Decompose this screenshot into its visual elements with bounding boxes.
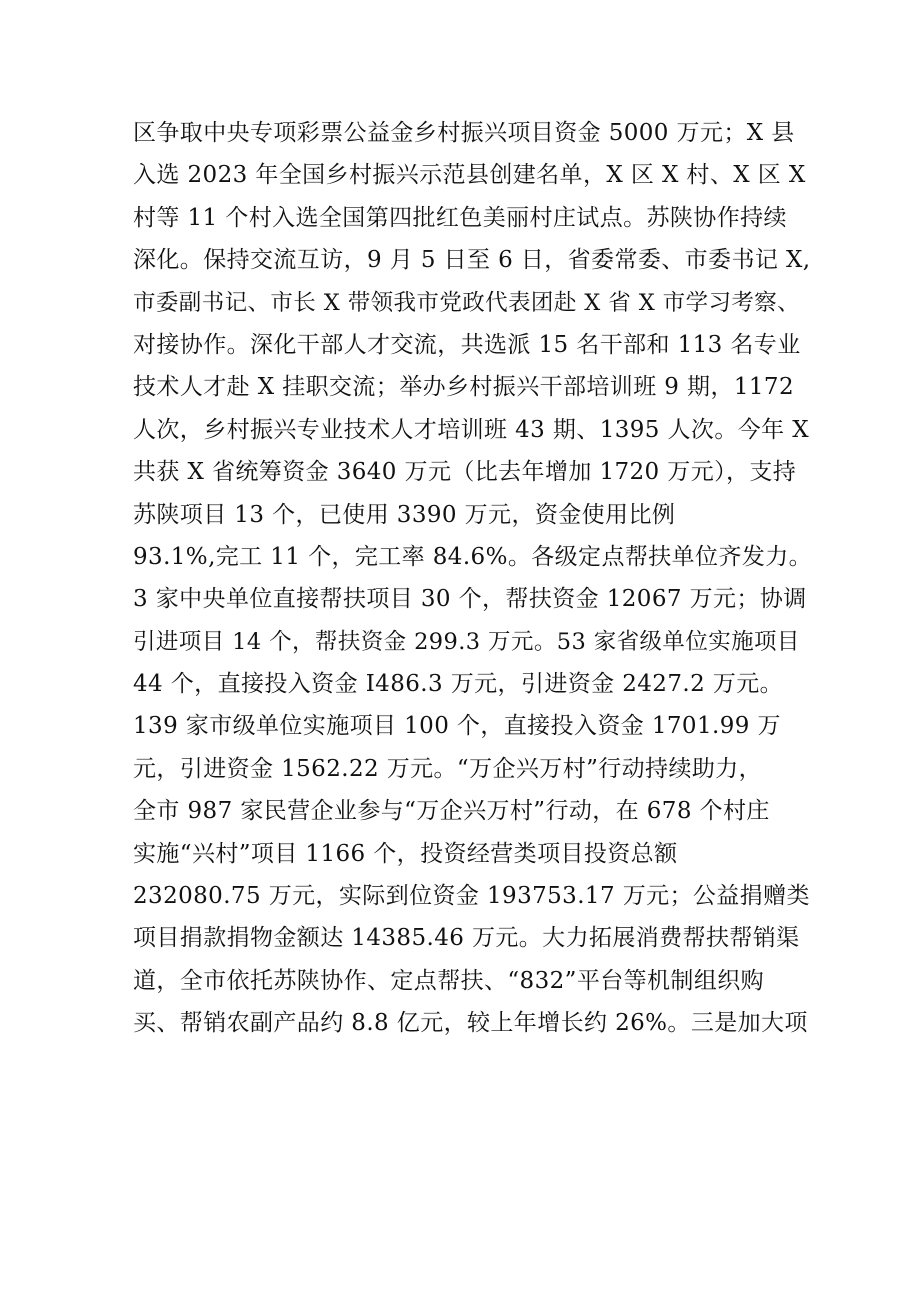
text-line: 深化。保持交流互访，9 月 5 日至 6 日，省委常委、市委书记 X, [133,247,811,274]
text-line: 共获 X 省统筹资金 3640 万元（比去年增加 1720 万元），支持 [133,459,797,486]
text-line: 实施“兴村”项目 1166 个，投资经营类项目投资总额 [133,840,678,867]
text-line: 139 家市级单位实施项目 100 个，直接投入资金 1701.99 万 [133,713,781,740]
text-line: 232080.75 万元，实际到位资金 193753.17 万元；公益捐赠类 [133,883,810,910]
text-line: 买、帮销农副产品约 8.8 亿元，较上年增长约 26%。三是加大项 [133,1010,808,1037]
body-text [133,112,813,1045]
text-line: 入选 2023 年全国乡村振兴示范县创建名单，X 区 X 村、X 区 X [133,162,806,189]
text-line: 道，全市依托苏陕协作、定点帮扶、“832”平台等机制组织购 [133,967,765,994]
text-line: 引进项目 14 个，帮扶资金 299.3 万元。53 家省级单位实施项目 [133,628,800,655]
text-line: 区争取中央专项彩票公益金乡村振兴项目资金 5000 万元；X 县 [133,120,795,146]
text-line: 技术人才赴 X 挂职交流；举办乡村振兴干部培训班 9 期，1172 [133,374,794,401]
text-line: 元，引进资金 1562.22 万元。“万企兴万村”行动持续助力， [133,755,763,782]
text-line: 3 家中央单位直接帮扶项目 30 个，帮扶资金 12067 万元；协调 [133,586,807,613]
text-line: 项目捐款捐物金额达 14385.46 万元。大力拓展消费帮扶帮销渠 [133,925,800,952]
text-line: 44 个，直接投入资金 I486.3 万元，引进资金 2427.2 万元。 [133,671,784,698]
text-line: 村等 11 个村入选全国第四批红色美丽村庄试点。苏陕协作持续 [133,204,787,231]
text-line: 全市 987 家民营企业参与“万企兴万村”行动，在 678 个村庄 [133,798,770,825]
text-line: 市委副书记、市长 X 带领我市党政代表团赴 X 省 X 市学习考察、 [133,289,801,316]
text-line: 苏陕项目 13 个，已使用 3390 万元，资金使用比例 [133,501,676,528]
text-line: 93.1%,完工 11 个，完工率 84.6%。各级定点帮扶单位齐发力。 [133,543,813,570]
text-line: 人次，乡村振兴专业技术人才培训班 43 期、1395 人次。今年 X [133,416,810,443]
text-line: 对接协作。深化干部人才交流，共选派 15 名干部和 113 名专业 [133,331,801,358]
